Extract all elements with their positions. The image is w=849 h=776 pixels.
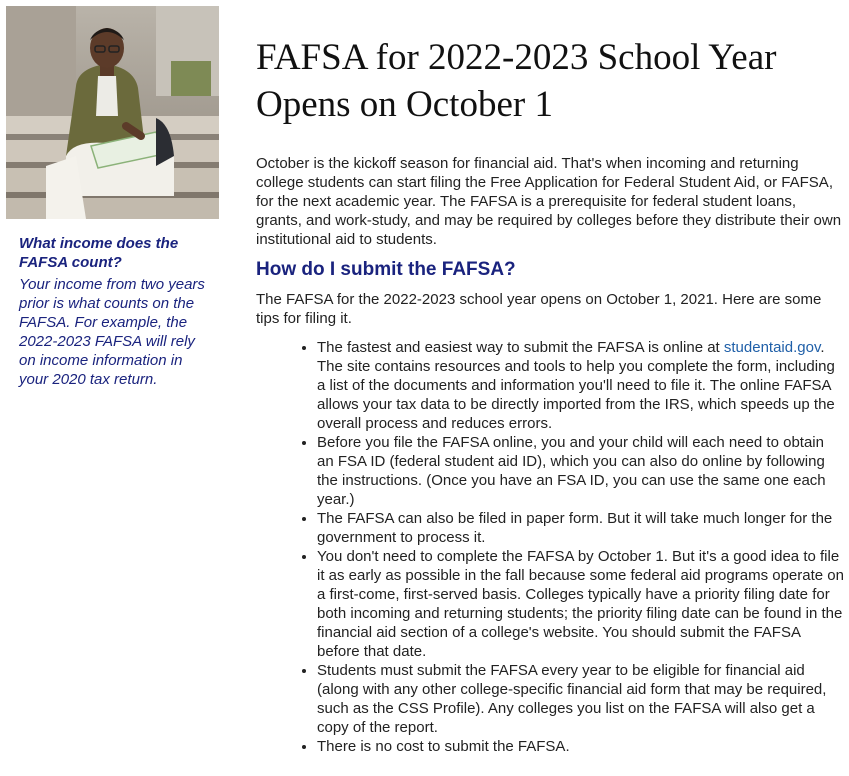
tip-text-after-link: . The site contains resources and tools to help you complete the form, including a list of the documents and information you'll need to file it. The online FAFSA allows your tax data to be directly imported from the IRS, which speeds up the overall process and reduces errors. [317,339,835,432]
tip-item: • There is no cost to submit the FAFSA. [317,737,844,756]
callout-title: What income does the FAFSA count? [19,235,179,271]
tips-list [256,338,844,756]
tip-item: • Before you file the FAFSA online, you and your child will each need to obtain an FSA ID (federal student aid ID), which you can also do online by following the instructions. (Once you have an FSA ID, you can use the same one each year.) [317,433,844,509]
tip-text-before-link: The fastest and easiest way to submit the FAFSA is online at [317,339,724,356]
tip-item: • Students must submit the FAFSA every year to be eligible for financial aid (along with any other college-specific financial aid form that may be required, such as the CSS Profile). Any colleges you list on the FAFSA will also get a copy of the report. [317,661,844,737]
article [256,34,844,756]
intro-paragraph: October is the kickoff season for financial aid. That's when incoming and returning college students can start filing the Free Application for Federal Student Aid, or FAFSA, for the next academic year. The FAFSA is a prerequisite for federal student loans, grants, and work-study, and may be required by colleges before they distribute their own institutional aid to students. [256,155,842,248]
lead-paragraph: The FAFSA for the 2022-2023 school year opens on October 1, 2021. Here are some tips for filing it. [256,291,822,327]
tip-item [317,338,844,433]
tip-item: • You don't need to complete the FAFSA by October 1. But it's a good idea to file it as early as possible in the fall because some federal aid programs operate on a first-come, first-served basis. Colleges typically have a priority filing date for both incoming and returning students; the priority filing date can be found in the financial aid section of a college's website. You should submit the FAFSA before that date. [317,547,844,661]
student-writing-photo-icon [6,6,219,219]
tip-item: • The FAFSA can also be filed in paper form. But it will take much longer for the government to process it. [317,509,844,547]
section-heading: How do I submit the FAFSA? [256,259,516,280]
sidebar-callout [6,219,219,389]
sidebar [6,6,219,389]
studentaid-link[interactable]: studentaid.gov [723,339,821,356]
page-title: FAFSA for 2022-2023 School Year Opens on October 1 [256,37,777,125]
callout-text: Your income from two years prior is what counts on the FAFSA. For example, the 2022-2023 FAFSA will rely on income information in your 2020 tax return. [19,276,205,388]
